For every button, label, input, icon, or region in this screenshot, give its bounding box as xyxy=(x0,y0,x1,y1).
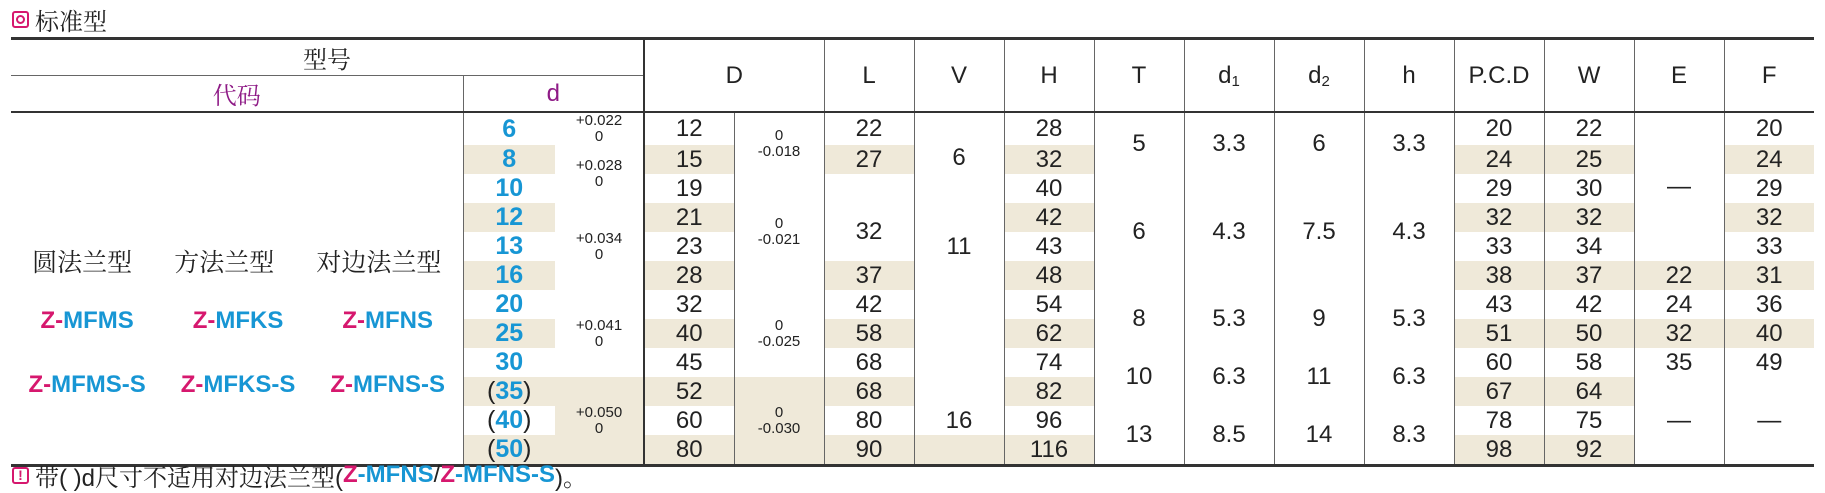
pcd-value: 38 xyxy=(1454,261,1544,290)
W-value: 92 xyxy=(1544,435,1634,466)
code-mfns-s: Z-MFNS-S xyxy=(330,371,446,398)
d1-value: 4.3 xyxy=(1184,174,1274,290)
F-value: 31 xyxy=(1724,261,1814,290)
d-value: 10 xyxy=(463,174,555,203)
H-value: 54 xyxy=(1004,290,1094,319)
F-value: 40 xyxy=(1724,319,1814,348)
D-value: 80 xyxy=(644,435,734,466)
header-code: 代码 xyxy=(11,76,463,113)
F-value: 49 xyxy=(1724,348,1814,377)
d-value: 30 xyxy=(463,348,555,377)
d-value: 20 xyxy=(463,290,555,319)
code-mfns: Z-MFNS xyxy=(342,307,434,334)
F-value: 33 xyxy=(1724,232,1814,261)
W-value: 42 xyxy=(1544,290,1634,319)
d-tolerance: +0.041 0 xyxy=(575,316,623,350)
H-value: 62 xyxy=(1004,319,1094,348)
E-value: — xyxy=(1634,112,1724,261)
header-H: H xyxy=(1004,39,1094,113)
category-labels xyxy=(11,243,463,279)
pcd-value: 32 xyxy=(1454,203,1544,232)
pcd-value: 43 xyxy=(1454,290,1544,319)
L-value: 68 xyxy=(824,377,914,406)
D-value: 45 xyxy=(644,348,734,377)
D-value: 21 xyxy=(644,203,734,232)
pcd-value: 98 xyxy=(1454,435,1544,466)
H-value: 74 xyxy=(1004,348,1094,377)
pcd-value: 60 xyxy=(1454,348,1544,377)
F-value: 24 xyxy=(1724,145,1814,174)
D-value: 28 xyxy=(644,261,734,290)
H-value: 96 xyxy=(1004,406,1094,435)
E-value: 24 xyxy=(1634,290,1724,319)
L-value-empty xyxy=(824,174,914,203)
d1-value: 6.3 xyxy=(1184,348,1274,406)
category-opposite: 对边法兰型 xyxy=(316,249,442,277)
footnote-end: )。 xyxy=(554,464,587,492)
header-E: E xyxy=(1634,39,1724,113)
footnote-slash: / xyxy=(433,461,441,488)
pcd-value: 29 xyxy=(1454,174,1544,203)
D-value: 32 xyxy=(644,290,734,319)
footnote-code2: -MFNS-S xyxy=(455,461,555,488)
pcd-value: 20 xyxy=(1454,112,1544,145)
L-value: 90 xyxy=(824,435,914,466)
D-value: 15 xyxy=(644,145,734,174)
D-tolerance: 0 -0.018 xyxy=(734,112,824,174)
d-value: 6 xyxy=(463,112,555,145)
header-d2: $d_2$ xyxy=(1274,39,1364,113)
d-value: 13 xyxy=(463,232,555,261)
H-value: 42 xyxy=(1004,203,1094,232)
W-value: 30 xyxy=(1544,174,1634,203)
model-label-cell xyxy=(11,112,463,466)
V-value: 6 xyxy=(914,112,1004,203)
L-value: 32 xyxy=(824,203,914,261)
d-value: (40) xyxy=(463,406,555,435)
header-h: h xyxy=(1364,39,1454,113)
V-value-cont xyxy=(914,290,1004,319)
V-value-empty xyxy=(914,319,1004,406)
code-mfms: Z-MFMS xyxy=(40,307,134,334)
D-value: 52 xyxy=(644,377,734,406)
L-value: 68 xyxy=(824,348,914,377)
L-value: 42 xyxy=(824,290,914,319)
W-value: 34 xyxy=(1544,232,1634,261)
W-value: 37 xyxy=(1544,261,1634,290)
L-value: 22 xyxy=(824,112,914,145)
E-value: 35 xyxy=(1634,348,1724,377)
D-value: 40 xyxy=(644,319,734,348)
footnote-text: 带( )d尺寸不适用对边法兰型( xyxy=(35,464,343,492)
F-value: 32 xyxy=(1724,203,1814,232)
d-tolerance: +0.022 0 xyxy=(575,112,623,145)
header-d1: $d_1$ xyxy=(1184,39,1274,113)
W-value: 25 xyxy=(1544,145,1634,174)
T-value: 5 xyxy=(1094,112,1184,174)
d2-value: 7.5 xyxy=(1274,174,1364,290)
pcd-value: 51 xyxy=(1454,319,1544,348)
code-mfms-s: Z-MFMS-S xyxy=(28,371,146,398)
header-D: D xyxy=(644,39,824,113)
T-value: 10 xyxy=(1094,348,1184,406)
d-value: 12 xyxy=(463,203,555,232)
V-value-empty xyxy=(914,435,1004,466)
h-value: 6.3 xyxy=(1364,348,1454,406)
D-value: 12 xyxy=(644,112,734,145)
pcd-value: 24 xyxy=(1454,145,1544,174)
d-tolerance: +0.050 0 xyxy=(575,403,623,437)
pcd-value: 33 xyxy=(1454,232,1544,261)
W-value: 32 xyxy=(1544,203,1634,232)
F-value: 36 xyxy=(1724,290,1814,319)
header-model: 型号 xyxy=(11,39,644,76)
F-value: 20 xyxy=(1724,112,1814,145)
W-value: 50 xyxy=(1544,319,1634,348)
d-value: 25 xyxy=(463,319,555,348)
W-value: 64 xyxy=(1544,377,1634,406)
L-value: 37 xyxy=(824,261,914,290)
d-value: 8 xyxy=(463,145,555,174)
h-value: 4.3 xyxy=(1364,174,1454,290)
W-value: 75 xyxy=(1544,406,1634,435)
circle-bullet-icon xyxy=(12,11,29,28)
codes-row2 xyxy=(11,371,463,399)
H-value: 28 xyxy=(1004,112,1094,145)
D-tolerance: 0 -0.021 xyxy=(734,174,824,290)
header-T: T xyxy=(1094,39,1184,113)
h-value: 8.3 xyxy=(1364,406,1454,466)
d-value: 16 xyxy=(463,261,555,290)
header-V: V xyxy=(914,39,1004,113)
D-value: 60 xyxy=(644,406,734,435)
d2-value: 6 xyxy=(1274,112,1364,174)
category-square: 方法兰型 xyxy=(174,249,275,277)
code-mfks-s: Z-MFKS-S xyxy=(180,371,296,398)
E-value: — xyxy=(1634,377,1724,466)
footnote-code1-z: Z xyxy=(343,461,358,488)
E-value: 22 xyxy=(1634,261,1724,290)
d1-value: 5.3 xyxy=(1184,290,1274,348)
category-round: 圆法兰型 xyxy=(32,249,133,277)
header-pcd: P.C.D xyxy=(1454,39,1544,113)
d-tolerance: +0.034 0 xyxy=(555,203,644,290)
pcd-value: 67 xyxy=(1454,377,1544,406)
code-mfks: Z-MFKS xyxy=(192,307,284,334)
F-value: — xyxy=(1724,377,1814,466)
header-L: L xyxy=(824,39,914,113)
h-value: 3.3 xyxy=(1364,112,1454,174)
header-d: d xyxy=(463,76,644,113)
L-value: 80 xyxy=(824,406,914,435)
d1-value: 3.3 xyxy=(1184,112,1274,174)
d-value: (35) xyxy=(463,377,555,406)
T-value: 8 xyxy=(1094,290,1184,348)
d2-value: 11 xyxy=(1274,348,1364,406)
header-F: F xyxy=(1724,39,1814,113)
W-value: 22 xyxy=(1544,112,1634,145)
section-title xyxy=(12,4,107,34)
section-title-text: 标准型 xyxy=(35,8,107,36)
H-value: 82 xyxy=(1004,377,1094,406)
D-value: 23 xyxy=(644,232,734,261)
T-value: 6 xyxy=(1094,174,1184,290)
d2-value: 9 xyxy=(1274,290,1364,348)
d-value: (50) xyxy=(463,435,555,466)
footnote-code1: -MFNS xyxy=(357,461,434,488)
footnote-code2-z: Z xyxy=(440,461,455,488)
H-value: 116 xyxy=(1004,435,1094,466)
D-value: 19 xyxy=(644,174,734,203)
D-tolerance: 0 -0.025 xyxy=(734,290,824,377)
footnote xyxy=(12,460,587,490)
codes-row1 xyxy=(11,307,463,335)
pcd-value: 78 xyxy=(1454,406,1544,435)
D-tolerance: 0 -0.030 xyxy=(734,377,824,466)
H-value: 40 xyxy=(1004,174,1094,203)
V-value: 16 xyxy=(914,406,1004,435)
d1-value: 8.5 xyxy=(1184,406,1274,466)
H-value: 32 xyxy=(1004,145,1094,174)
V-value: 11 xyxy=(914,203,1004,290)
F-value: 29 xyxy=(1724,174,1814,203)
L-value: 27 xyxy=(824,145,914,174)
E-value: 32 xyxy=(1634,319,1724,348)
W-value: 58 xyxy=(1544,348,1634,377)
H-value: 48 xyxy=(1004,261,1094,290)
L-value: 58 xyxy=(824,319,914,348)
T-value: 13 xyxy=(1094,406,1184,466)
header-W: W xyxy=(1544,39,1634,113)
spec-table xyxy=(11,37,1814,467)
warning-icon: ! xyxy=(12,467,29,484)
d-tolerance: +0.028 0 xyxy=(555,145,644,203)
H-value: 43 xyxy=(1004,232,1094,261)
h-value: 5.3 xyxy=(1364,290,1454,348)
d2-value: 14 xyxy=(1274,406,1364,466)
